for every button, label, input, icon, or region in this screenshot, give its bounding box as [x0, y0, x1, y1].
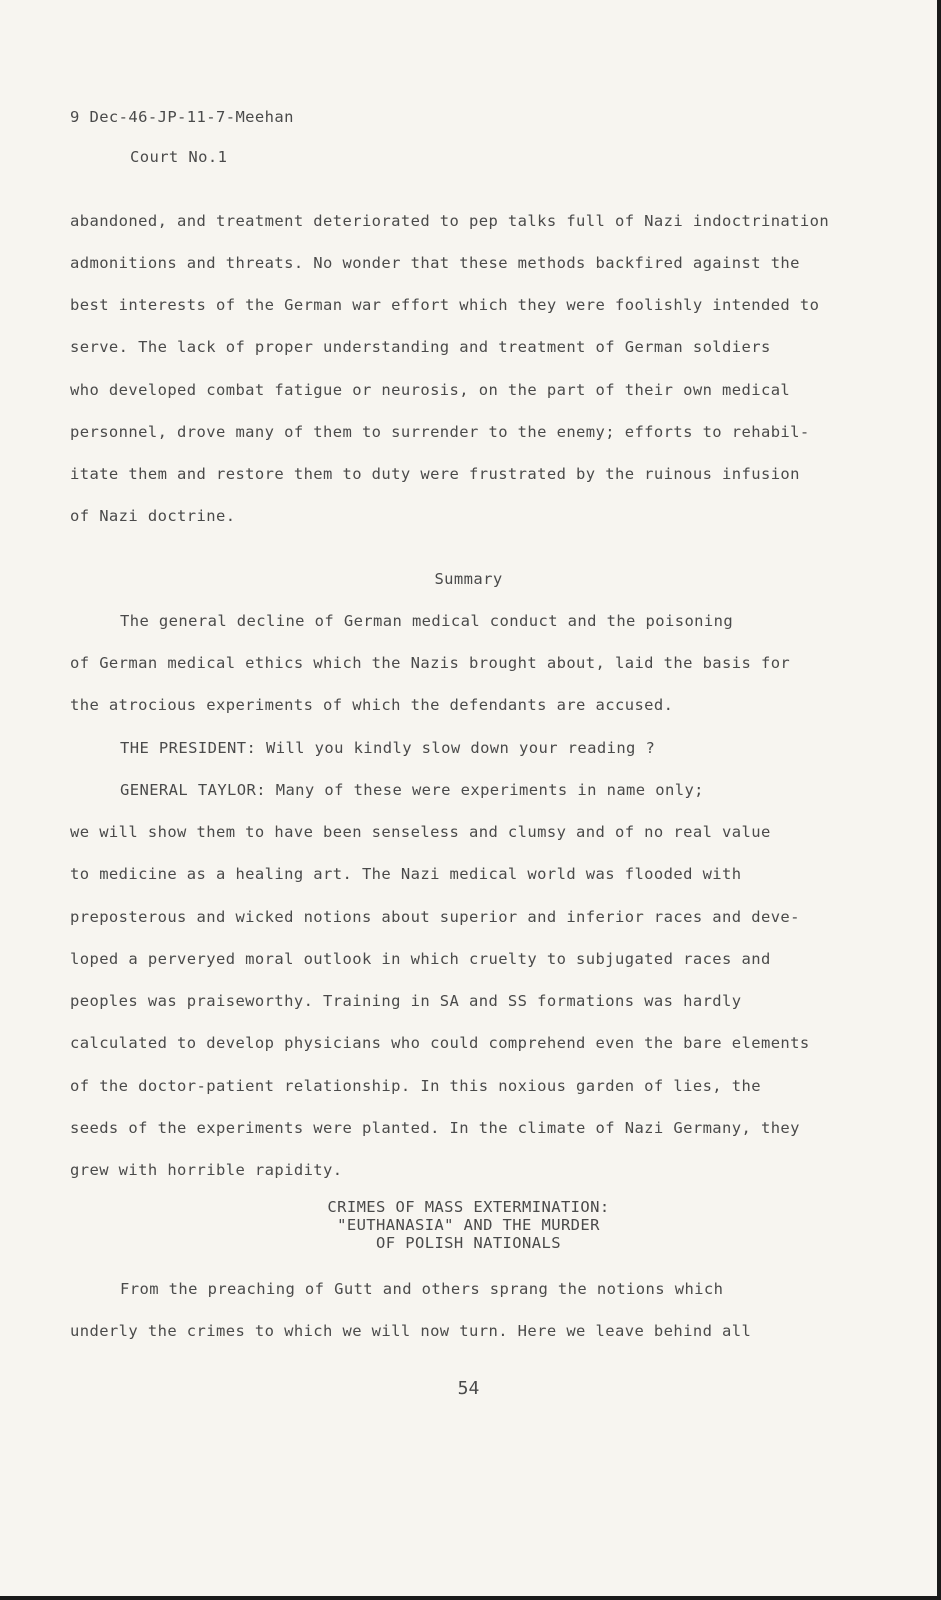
text-line: who developed combat fatigue or neurosis, on the part of their own medical	[70, 381, 791, 399]
text-line: From the preaching of Gutt and others sprang the notions which	[120, 1280, 724, 1298]
text-line: itate them and restore them to duty were frustrated by the ruinous infusion	[70, 465, 800, 483]
text-line: best interests of the German war effort which they were foolishly intended to	[70, 296, 820, 314]
president-remark: THE PRESIDENT: Will you kindly slow down your reading ?	[120, 739, 656, 757]
section-heading-line: CRIMES OF MASS EXTERMINATION:	[327, 1198, 610, 1216]
text-line: calculated to develop physicians who could comprehend even the bare elements	[70, 1034, 810, 1052]
text-line: GENERAL TAYLOR: Many of these were experiments in name only;	[120, 781, 704, 799]
section-heading-line: "EUTHANASIA" AND THE MURDER	[337, 1216, 600, 1234]
text-line: of German medical ethics which the Nazis brought about, laid the basis for	[70, 654, 791, 672]
page-number: 54	[457, 1378, 480, 1399]
document-id: 9 Dec-46-JP-11-7-Meehan	[70, 108, 294, 126]
text-line: preposterous and wicked notions about superior and inferior races and deve-	[70, 908, 800, 926]
section-heading-line: OF POLISH NATIONALS	[376, 1234, 561, 1252]
text-line: loped a perveryed moral outlook in which cruelty to subjugated races and	[70, 950, 771, 968]
text-line: personnel, drove many of them to surrender to the enemy; efforts to rehabil-	[70, 423, 810, 441]
text-line: serve. The lack of proper understanding and treatment of German soldiers	[70, 338, 771, 356]
text-line: underly the crimes to which we will now turn. Here we leave behind all	[70, 1322, 752, 1340]
text-line: we will show them to have been senseless and clumsy and of no real value	[70, 823, 771, 841]
text-line: the atrocious experiments of which the defendants are accused.	[70, 696, 674, 714]
text-line: of Nazi doctrine.	[70, 507, 236, 525]
text-line: peoples was praiseworthy. Training in SA and SS formations was hardly	[70, 992, 742, 1010]
text-line: to medicine as a healing art. The Nazi medical world was flooded with	[70, 865, 742, 883]
text-line: admonitions and threats. No wonder that these methods backfired against the	[70, 254, 800, 272]
text-line: abandoned, and treatment deteriorated to pep talks full of Nazi indoctrination	[70, 212, 830, 230]
text-line: The general decline of German medical conduct and the poisoning	[120, 612, 734, 630]
text-line: of the doctor-patient relationship. In this noxious garden of lies, the	[70, 1077, 761, 1095]
text-line: seeds of the experiments were planted. In the climate of Nazi Germany, they	[70, 1119, 800, 1137]
court-label: Court No.1	[130, 148, 228, 166]
summary-heading: Summary	[434, 570, 503, 588]
text-line: grew with horrible rapidity.	[70, 1161, 343, 1179]
